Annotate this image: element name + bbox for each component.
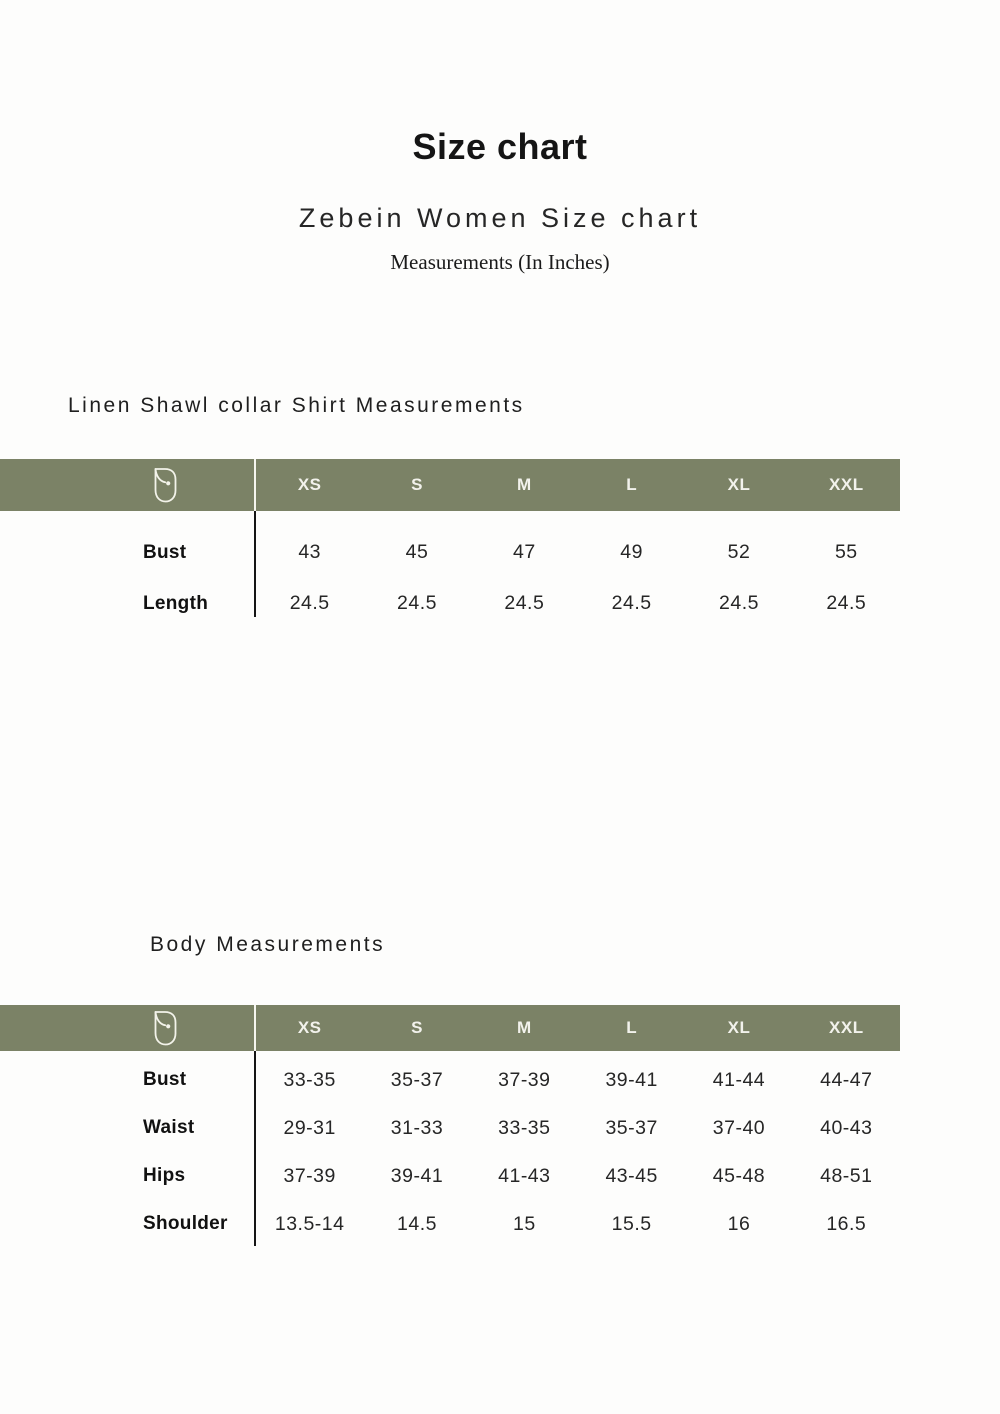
size-value: 29-31 <box>283 1116 336 1139</box>
size-value: 41-43 <box>498 1164 551 1187</box>
size-value: 24.5 <box>826 592 867 614</box>
size-value: 39-41 <box>390 1164 444 1187</box>
size-value: 52 <box>727 541 751 563</box>
size-value: 37-40 <box>712 1116 766 1139</box>
size-value: 55 <box>834 541 858 563</box>
table-row-hips <box>0 1152 900 1200</box>
body-measurements-table <box>0 1005 900 1248</box>
page-subtitle: Zebein Women Size chart <box>298 203 702 233</box>
size-value: 24.5 <box>719 592 759 614</box>
column-header-xs: XS <box>297 1018 322 1037</box>
brand-logo-icon <box>152 467 179 503</box>
size-value: 40-43 <box>820 1116 873 1139</box>
column-divider-line <box>254 1051 256 1246</box>
shirt-table-body <box>0 511 900 629</box>
column-header-l: L <box>626 475 638 494</box>
shirt-table-header-row <box>0 459 900 511</box>
size-value: 24.5 <box>611 592 652 614</box>
size-value: 39-41 <box>605 1068 658 1091</box>
size-value: 33-35 <box>283 1068 336 1091</box>
body-table-body <box>0 1051 900 1248</box>
table-row-bust <box>0 527 900 578</box>
size-value: 15.5 <box>611 1212 652 1235</box>
table-row-bust <box>0 1056 900 1104</box>
column-header-m: M <box>516 475 532 494</box>
body-table-header-row <box>0 1005 900 1051</box>
size-value: 24.5 <box>504 592 545 614</box>
size-value: 15 <box>512 1212 536 1235</box>
brand-icon-cell <box>0 459 256 511</box>
column-header-xxl: XXL <box>829 475 864 494</box>
size-value: 16.5 <box>826 1212 867 1235</box>
size-value: 48-51 <box>820 1164 873 1187</box>
table-row-waist <box>0 1104 900 1152</box>
size-value: 13.5-14 <box>274 1212 345 1235</box>
size-value: 47 <box>512 541 536 563</box>
size-value: 16 <box>727 1212 751 1235</box>
column-header-xl: XL <box>727 1018 751 1037</box>
brand-icon-cell <box>0 1005 256 1051</box>
size-value: 31-33 <box>390 1116 444 1139</box>
size-value: 33-35 <box>498 1116 551 1139</box>
size-value: 35-37 <box>605 1116 658 1139</box>
size-value: 41-44 <box>712 1068 766 1091</box>
size-value: 24.5 <box>397 592 437 614</box>
row-label: Shoulder <box>143 1213 228 1234</box>
row-label: Bust <box>143 541 187 563</box>
table-row-length <box>0 578 900 629</box>
column-header-xl: XL <box>727 475 751 494</box>
column-header-s: S <box>411 475 423 494</box>
column-divider-line <box>254 511 256 617</box>
size-value: 24.5 <box>289 592 330 614</box>
row-label: Length <box>143 592 209 614</box>
units-note: Measurements (In Inches) <box>390 250 610 274</box>
column-header-xxl: XXL <box>829 1018 864 1037</box>
column-header-l: L <box>626 1018 638 1037</box>
size-value: 14.5 <box>397 1212 437 1235</box>
brand-logo-icon <box>152 1010 179 1046</box>
column-header-m: M <box>516 1018 532 1037</box>
size-value: 43 <box>298 541 322 563</box>
size-value: 45-48 <box>712 1164 766 1187</box>
row-label: Hips <box>143 1165 186 1186</box>
size-value: 37-39 <box>498 1068 551 1091</box>
row-label: Bust <box>143 1069 187 1090</box>
column-header-xs: XS <box>297 475 322 494</box>
page-title: Size chart <box>412 126 588 167</box>
size-value: 43-45 <box>605 1164 658 1187</box>
shirt-size-table <box>0 459 900 629</box>
size-value: 45 <box>405 541 429 563</box>
size-value: 49 <box>620 541 643 563</box>
column-header-s: S <box>411 1018 423 1037</box>
table-row-shoulder <box>0 1200 900 1248</box>
body-table-heading: Body Measurements <box>150 933 386 956</box>
size-value: 37-39 <box>283 1164 336 1187</box>
row-label: Waist <box>143 1117 195 1138</box>
shirt-table-heading: Linen Shawl collar Shirt Measurements <box>68 394 525 417</box>
size-value: 44-47 <box>820 1068 873 1091</box>
size-value: 35-37 <box>390 1068 444 1091</box>
